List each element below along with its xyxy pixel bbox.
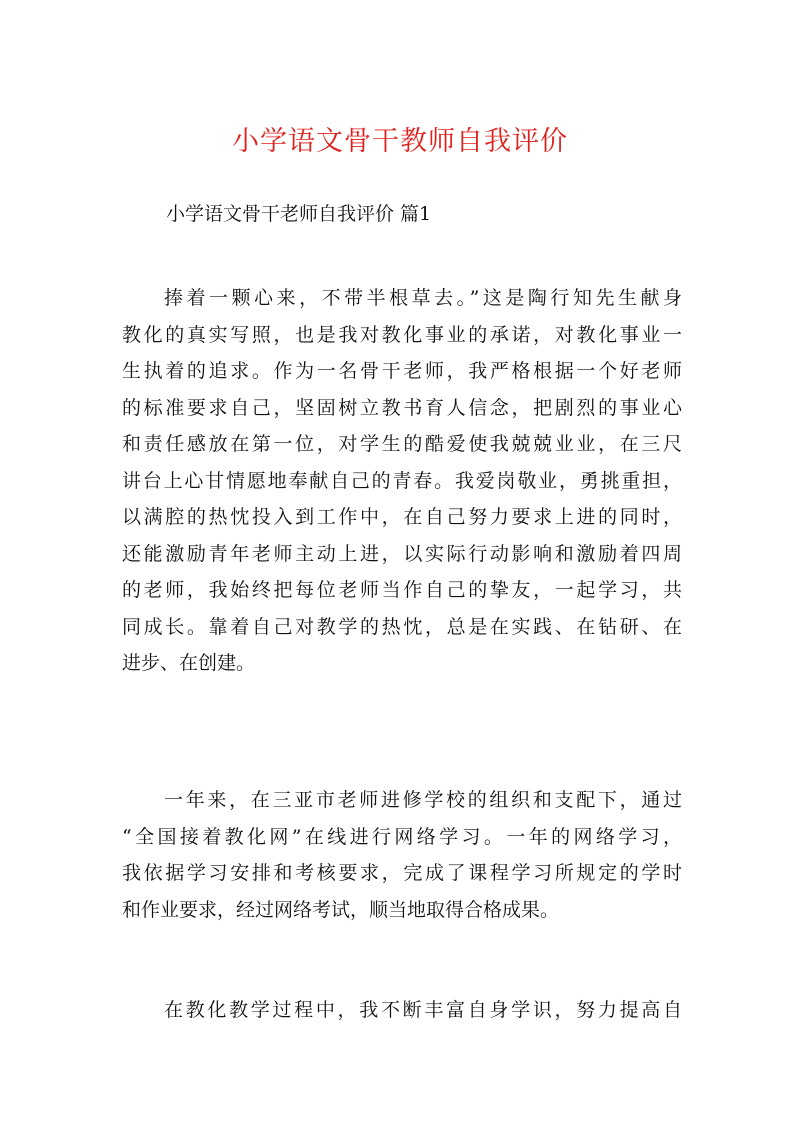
paragraph-1 bbox=[122, 280, 682, 682]
paragraph-line: 一年来，在三亚市老师进修学校的组织和支配下，通过 bbox=[164, 789, 682, 811]
paragraph-line: 捧着一颗心来，不带半根草去。”这是陶行知先生献身 bbox=[164, 287, 682, 309]
paragraph-line: 在教化教学过程中，我不断丰富自身学识，努力提高自 bbox=[164, 999, 682, 1021]
document-title: 小学语文骨干教师自我评价 bbox=[232, 126, 568, 157]
paragraph-line: 教化的真实写照，也是我对教化事业的承诺，对教化事业一 bbox=[122, 323, 682, 346]
paragraph-line: 同成长。靠着自己对教学的热忱，总是在实践、在钻研、在 bbox=[122, 615, 682, 638]
paragraph-2 bbox=[122, 782, 682, 928]
paragraph-3 bbox=[122, 992, 682, 1029]
paragraph-line: 生执着的追求。作为一名骨干老师，我严格根据一个好老师 bbox=[122, 360, 682, 382]
paragraph-line: 讲台上心甘情愿地奉献自己的青春。我爱岗敬业，勇挑重担， bbox=[122, 469, 682, 492]
paragraph-line: 和责任感放在第一位，对学生的酷爱使我兢兢业业，在三尺 bbox=[122, 433, 682, 455]
paragraph-line: “全国接着教化网”在线进行网络学习。一年的网络学习， bbox=[122, 825, 682, 848]
paragraph-line: 和作业要求，经过网络考试，顺当地取得合格成果。 bbox=[122, 898, 560, 921]
document-subtitle: 小学语文骨干老师自我评价 篇1 bbox=[166, 203, 432, 225]
paragraph-line: 的标准要求自己，坚固树立教书育人信念，把剧烈的事业心 bbox=[122, 396, 682, 419]
paragraph-line: 以满腔的热忱投入到工作中，在自己努力要求上进的同时， bbox=[122, 506, 682, 528]
paragraph-line: 进步、在创建。 bbox=[122, 652, 256, 674]
paragraph-line: 的老师，我始终把每位老师当作自己的挚友，一起学习，共 bbox=[122, 579, 682, 601]
paragraph-line: 还能激励青年老师主动上进，以实际行动影响和激励着四周 bbox=[122, 542, 682, 565]
paragraph-line: 我依据学习安排和考核要求，完成了课程学习所规定的学时 bbox=[122, 862, 682, 884]
